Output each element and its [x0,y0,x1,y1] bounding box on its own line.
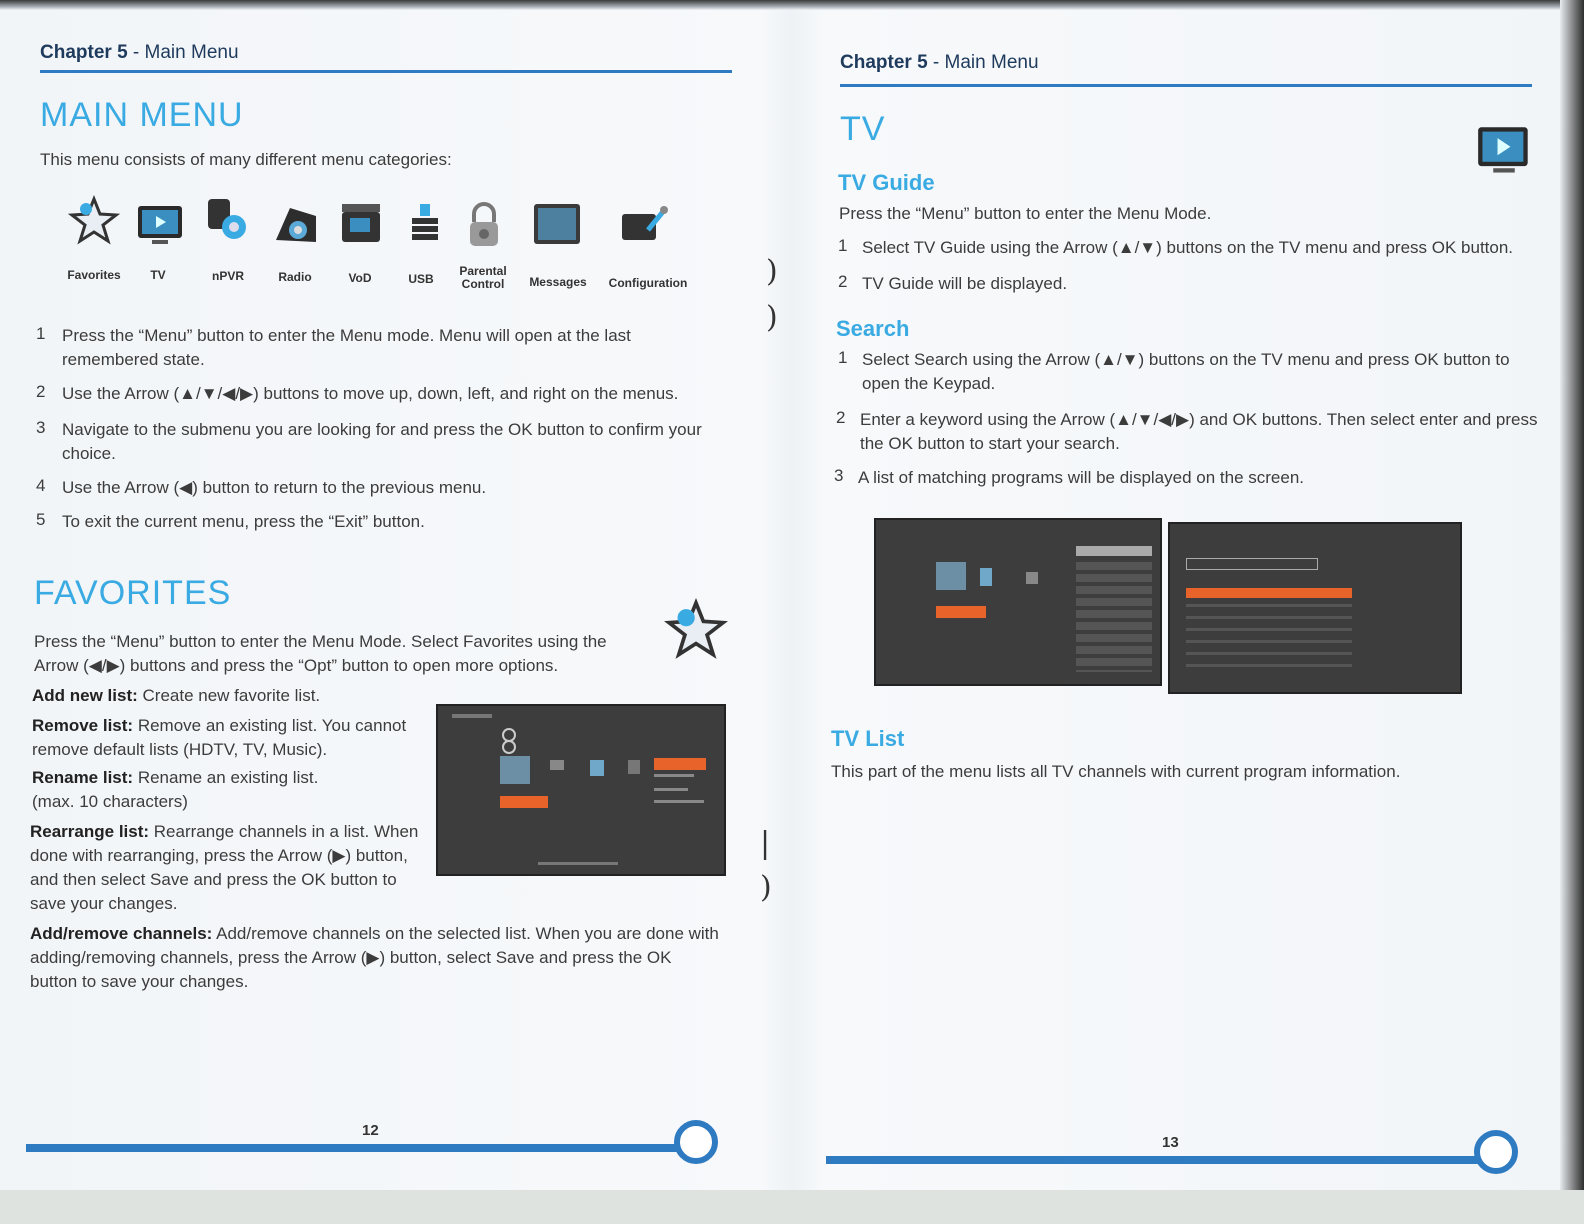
step-text: Select TV Guide using the Arrow (▲/▼) buttons on the TV menu and press OK button. [862,238,1514,257]
tv-icon [134,200,186,252]
right-edge [1560,0,1584,1224]
bottom-edge [0,1190,1584,1224]
vod-icon [336,200,388,252]
favorites-intro: Press the “Menu” button to enter the Menu Mode. Select Favorites using the Arrow (◀/▶) buttons and press the “Opt” button to open more options. [34,632,607,675]
page-number-left: 12 [362,1122,379,1139]
star-icon [68,195,120,247]
step-text: Navigate to the submenu you are looking for and press the OK button to confirm your choice. [62,420,702,463]
footer-ring-right [1474,1130,1518,1174]
step-text: Use the Arrow (◀) button to return to the previous menu. [62,478,487,497]
step-number: 5 [36,510,46,529]
option-rename-list: Rename list: Rename an existing list. (max. 10 characters) [32,768,319,811]
option-add-new-list: Add new list: Create new favorite list. [32,686,321,705]
option-remove-list: Remove list: Remove an existing list. You cannot remove default lists (HDTV, TV, Music). [32,716,407,759]
footer-ring-left [674,1120,718,1164]
step-text: To exit the current menu, press the “Exit” button. [62,512,425,531]
menu-label-favorites: Favorites [67,268,121,282]
search-title: Search [836,316,910,341]
step-number: 2 [836,408,846,427]
binding-mark: ) [760,870,772,905]
step-text: Use the Arrow (▲/▼/◀/▶) buttons to move up, down, left, and right on the menus. [62,384,679,403]
binding-mark: ) [766,254,778,289]
menu-label-vod: VoD [348,271,372,285]
lock-icon [458,200,510,252]
favorites-screenshot [436,704,726,876]
right-page [790,0,1560,1190]
step-number: 1 [838,236,848,255]
tv-list-text: This part of the menu lists all TV channels with current program information. [831,762,1401,781]
messages-icon [532,200,584,252]
menu-label-usb: USB [408,272,434,286]
step-text: Press the “Menu” button to enter the Menu mode. Menu will open at the last remembered state. [62,326,631,369]
header-rule-left [40,70,732,73]
step-text: A list of matching programs will be displayed on the screen. [858,468,1305,487]
usb-icon [400,200,452,252]
step-text: TV Guide will be displayed. [862,274,1068,293]
binding-mark: | [760,826,771,861]
tv-list-title: TV List [831,726,905,751]
step-text: Select Search using the Arrow (▲/▼) buttons on the TV menu and press OK button to open the Keypad. [862,350,1510,393]
step-number: 4 [36,476,46,495]
tv-title: TV [840,110,886,148]
footer-bar-left [26,1144,686,1152]
option-rearrange-list: Rearrange list: Rearrange channels in a list. When done with rearranging, press the Arrow (▶) button, and then select Save and press the OK button to save your changes. [30,822,419,913]
tv-guide-title: TV Guide [838,170,935,195]
tv-guide-intro: Press the “Menu” button to enter the Menu Mode. [839,204,1212,223]
option-add-remove-channels: Add/remove channels: Add/remove channels on the selected list. When you are done with adding/removing channels, press the Arrow (▶) button, select Save and press the OK button to save your changes. [30,924,719,991]
chapter-header-right: Chapter 5 - Main Menu [840,52,1039,73]
tv-icon [1476,122,1532,180]
configuration-icon [618,200,670,252]
step-number: 2 [838,272,848,291]
menu-label-npvr: nPVR [211,269,244,283]
step-number: 1 [36,324,46,343]
main-menu-intro: This menu consists of many different menu categories: [40,150,452,169]
page-number-right: 13 [1162,1134,1179,1151]
radio-icon [270,200,322,252]
menu-label-tv: TV [150,268,166,282]
npvr-icon [202,195,254,247]
footer-bar-right [826,1156,1486,1164]
favorites-title: FAVORITES [34,574,232,612]
step-number: 3 [36,418,46,437]
keypad-screenshot [874,518,1162,686]
binding-mark: ) [766,300,778,335]
favorites-star-icon [664,598,728,662]
results-screenshot [1168,522,1462,694]
left-page [0,0,770,1190]
step-text: Enter a keyword using the Arrow (▲/▼/◀/▶) and OK buttons. Then select enter and press the OK button to start your search. [860,410,1538,453]
menu-label-configuration: Configuration [608,276,688,290]
step-number: 1 [838,348,848,367]
step-number: 2 [36,382,46,401]
header-rule-right [840,84,1532,87]
step-number: 3 [834,466,844,485]
menu-label-parental-control: Parental Control [459,264,507,291]
chapter-header-left: Chapter 5 - Main Menu [40,42,239,63]
main-menu-title: MAIN MENU [40,96,244,134]
menu-label-radio: Radio [278,270,312,284]
menu-label-messages: Messages [529,275,587,289]
